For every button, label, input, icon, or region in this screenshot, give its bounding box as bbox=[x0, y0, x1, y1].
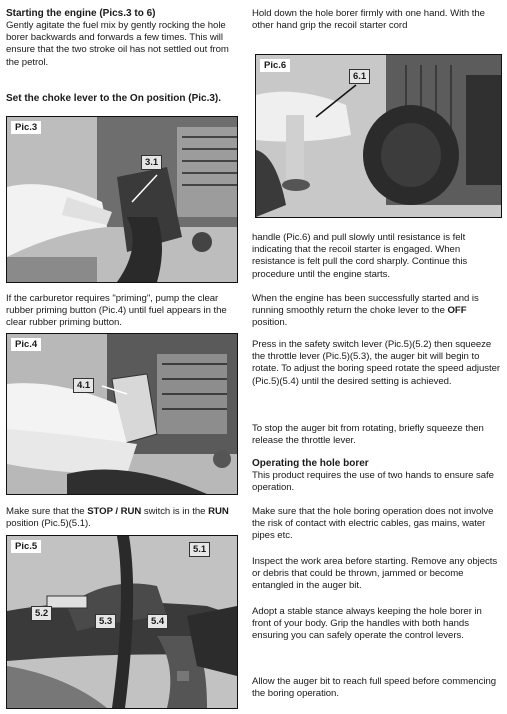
section-heading-operating: Operating the hole borer bbox=[252, 458, 369, 469]
pic4-label: Pic.4 bbox=[11, 338, 41, 351]
paragraph-stable-stance: Adopt a stable stance always keeping the hole borer in front of your body. Grip the handles with both hands ensuring you can safely operate the control levers. bbox=[252, 606, 482, 642]
paragraph-two-hands: This product requires the use of two hands to ensure safe operation. bbox=[252, 470, 494, 494]
pic4-callout: 4.1 bbox=[73, 378, 94, 393]
section-heading-starting-engine: Starting the engine (Pics.3 to 6) bbox=[6, 8, 156, 19]
pic5-label: Pic.5 bbox=[11, 540, 41, 553]
pic3-label: Pic.3 bbox=[11, 121, 41, 134]
paragraph-return-choke: When the engine has been successfully started and is running smoothly return the choke lever to the OFF position. bbox=[252, 293, 479, 329]
paragraph-full-speed: Allow the auger bit to reach full speed before commencing the boring operation. bbox=[252, 676, 497, 700]
paragraph-stop-auger: To stop the auger bit from rotating, briefly squeeze then release the throttle lever. bbox=[252, 423, 484, 447]
subheading-choke-lever: Set the choke lever to the On position (Pic.3). bbox=[6, 93, 222, 104]
pic5-callout-5-3: 5.3 bbox=[95, 614, 116, 629]
pic5-callout-5-1: 5.1 bbox=[189, 542, 210, 557]
pic4-photo bbox=[6, 333, 238, 495]
paragraph-priming: If the carburetor requires "priming", pump the clear rubber priming button (Pic.4) until fuel appears in the clear rubber priming button. bbox=[6, 293, 227, 329]
pic5-callout-5-4: 5.4 bbox=[147, 614, 168, 629]
paragraph-hold-borer: Hold down the hole borer firmly with one hand. With the other hand grip the recoil starter cord bbox=[252, 8, 485, 32]
pic3-callout: 3.1 bbox=[141, 155, 162, 170]
paragraph-pull-cord: handle (Pic.6) and pull slowly until resistance is felt indicating that the recoil starter is engaged. When resistance is felt pull the cord sharply. Continue this procedure until the engine starts. bbox=[252, 232, 468, 280]
pic6-illustration bbox=[256, 55, 501, 217]
pic6-callout: 6.1 bbox=[349, 69, 370, 84]
paragraph-safety-switch: Press in the safety switch lever (Pic.5)(5.2) then squeeze the throttle lever (Pic.5)(5.3), the auger bit will begin to rotate. To adjust the boring speed rotate the speed adjuster (Pic.5)(5.4) until the desired setting is achieved. bbox=[252, 339, 501, 387]
pic6-label: Pic.6 bbox=[260, 59, 290, 72]
pic3-photo bbox=[6, 116, 238, 283]
paragraph-agitate-fuel: Gently agitate the fuel mix by gently rocking the hole borer backwards and forwards a few times. This will ensure that the two stroke oil has not settled out from the petrol. bbox=[6, 20, 229, 68]
pic6-photo bbox=[255, 54, 502, 218]
paragraph-risk-contact: Make sure that the hole boring operation does not involve the risk of contact with electric cables, gas mains, water pipes etc. bbox=[252, 506, 494, 542]
pic4-illustration bbox=[7, 334, 237, 494]
paragraph-stop-run-switch: Make sure that the STOP / RUN switch is in the RUN position (Pic.5)(5.1). bbox=[6, 506, 229, 530]
pic5-illustration bbox=[7, 536, 237, 708]
pic3-illustration bbox=[7, 117, 237, 282]
pic5-photo bbox=[6, 535, 238, 709]
pic5-callout-5-2: 5.2 bbox=[31, 606, 52, 621]
paragraph-inspect-area: Inspect the work area before starting. Remove any objects or debris that could be thrown, jammed or become entangled in the auger bit. bbox=[252, 556, 498, 592]
